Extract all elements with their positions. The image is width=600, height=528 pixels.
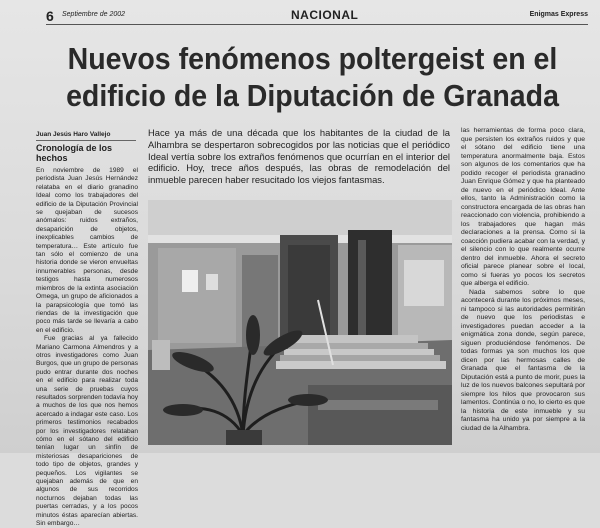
sidebar-heading: Cronología de los hechos <box>36 143 113 163</box>
office-lobby-photo <box>148 200 452 445</box>
issue-date: Septiembre de 2002 <box>62 11 126 18</box>
sidebar-paragraph: Fue gracias al ya fallecido Mariano Carmona Almendros y a otros investigadores como Juan Burgos, que un grupo de personas pudo entrar durante dos noches en el edificio para realizar toda una serie de pruebas cuyos resultados sorprenden todavía hoy a muchos de los que nos hemos acercado a indagar este caso. Los primeros testimonios recabados por los investigadores relataban cómo en el sótano del edificio tenían lugar un sinfín de misteriosas desapariciones de todo tipo de objetos, grandes y pequeños. Los vigilantes se quejaban además de que en algunos de sus recorridos nocturnos dejaban todas las puertas cerradas, y a los pocos minutos éstas aparecían abiertas. Sin embargo… <box>36 335 138 528</box>
right-column <box>461 127 585 451</box>
section-name: NACIONAL <box>291 8 359 22</box>
body-paragraph: las herramientas de forma poco clara, que persisten los extraños ruidos y que el sótano del edificio tiene una temperatura anormalmente baja. Estos son algunos de los comentarios que ha podido recoger el periodista granadino Juan Enrique Gómez y que ha planteado de nuevo en el periódico Ideal. Ante ellos, tanto la Administración como la constructora encargada de las obras han reaccionado con violencia, prohibiendo a los trabajadores que hagan más declaraciones a la prensa. Como si la coacción pudiera acabar con la verdad, y el silencio con lo que realmente ocurre dentro del inmueble. Ahora el secreto oficial parece planear sobre el local, como si fueras yo pocos los secretos que alberga el edificio. <box>461 127 585 287</box>
page-header <box>46 8 588 25</box>
lead-paragraph: Hace ya más de una década que los habitantes de la ciudad de la Alhambra se despertaron sobrecogidos por las noticias que el periódico Ideal vertía sobre los extraños fenómenos que ocurrían en el interior del edificio. Hoy, trece años después, las obras de remodelación del inmueble parecen haber resucitado los viejos fantasmas. <box>148 127 450 186</box>
article-photo <box>148 200 452 445</box>
chronology-sidebar <box>36 143 138 528</box>
sidebar-paragraph: En noviembre de 1989 el periodista Juan Jesús Hernández relataba en el diario granadino Ideal como los trabajadores del edificio de la Diputación Provincial se quejaban de sucesos anómalos: ruidos extraños, desaparición de objetos, inexplicables cambios de temperatura… Este artículo fue tan sólo el comienzo de una historia donde se vieron envueltas innumerables personas, desde testigos hasta numerosos miembros de la extinta asociación Omega, un grupo de aficionados a la parapsicología que tomó las riendas de la investigación que poco más tarde se llevaría a cabo en el edificio. <box>36 167 138 334</box>
byline: Juan Jesús Haro Vallejo <box>36 131 111 138</box>
publication-name: Enigmas Express <box>529 11 588 18</box>
page-number: 6 <box>46 8 54 24</box>
body-paragraph: Nada sabemos sobre lo que acontecerá durante los próximos meses, ni tampoco si las autoridades permitirán de nuevo que los periodistas e investigadores puedan acceder a la enigmática zona donde, según parece, siguen produciéndose fenómenos. De todas formas ya son muchos los que dicen por las hermosas calles de Granada que el fantasma de la Diputación está a punto de morir, pues la luz de los nuevos balcones sepultará por siempre los hilos que provocaron sus lamentos. Continúa o no, lo cierto es que la historia de este inmueble y su fantasma ha unido ya por siempre a la ciudad de la Alhambra. <box>461 288 585 432</box>
byline-divider <box>36 140 136 141</box>
article-title: Nuevos fenómenos poltergeist en el edificio de la Diputación de Granada <box>66 41 559 113</box>
